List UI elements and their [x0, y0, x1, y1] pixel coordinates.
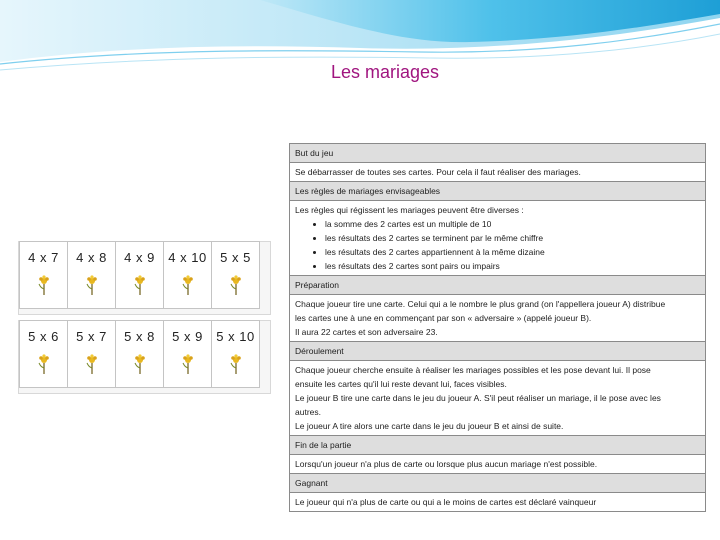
card[interactable]	[20, 242, 68, 309]
section-text: Chaque joueur cherche ensuite à réaliser les mariages possibles et les pose devant lui. Il pose	[295, 365, 651, 375]
list-item: • les résultats des 2 cartes appartiennent à la même dizaine	[325, 245, 700, 259]
section-heading: Gagnant	[290, 474, 706, 493]
card-row-2	[19, 320, 260, 388]
section-heading: Les règles de mariages envisageables	[290, 182, 706, 201]
list-item: • les résultats des 2 cartes se terminent par le même chiffre	[325, 231, 700, 245]
card[interactable]	[212, 321, 260, 388]
card-label: 5 x 9	[172, 329, 203, 344]
card-row-1	[19, 241, 260, 309]
card-label: 5 x 10	[216, 329, 255, 344]
flower-icon	[181, 354, 195, 374]
card-label: 4 x 9	[124, 250, 155, 265]
section-text: autres.	[295, 407, 321, 417]
section-text: les cartes une à une en commençant par son « adversaire » (appelé joueur B).	[295, 313, 592, 323]
flower-icon	[181, 275, 195, 295]
flower-icon	[229, 354, 243, 374]
card-label: 5 x 5	[220, 250, 251, 265]
section-text: Les règles qui régissent les mariages peuvent être diverses :	[295, 205, 524, 215]
section-text: Le joueur qui n'a plus de carte ou qui a le moins de cartes est déclaré vainqueur	[290, 493, 706, 512]
flower-icon	[37, 354, 51, 374]
card-label: 4 x 8	[76, 250, 107, 265]
card[interactable]	[68, 321, 116, 388]
card-label: 5 x 7	[76, 329, 107, 344]
section-text: ensuite les cartes qu'il lui reste devant lui, faces visibles.	[295, 379, 507, 389]
section-body	[290, 361, 706, 436]
section-text: Chaque joueur tire une carte. Celui qui a le nombre le plus grand (on l'appellera joueur A) distribue	[295, 299, 666, 309]
section-text: Lorsqu'un joueur n'a plus de carte ou lorsque plus aucun mariage n'est possible.	[290, 455, 706, 474]
card[interactable]	[116, 321, 164, 388]
flower-icon	[229, 275, 243, 295]
card-label: 4 x 7	[28, 250, 59, 265]
section-text: Le joueur B tire une carte dans le jeu du joueur A. S'il peut réaliser un mariage, il le pose avec les	[295, 393, 661, 403]
rule-list	[295, 217, 700, 273]
rules-table	[289, 143, 706, 512]
flower-icon	[85, 354, 99, 374]
card[interactable]	[164, 242, 212, 309]
flower-icon	[133, 354, 147, 374]
section-heading: Préparation	[290, 276, 706, 295]
section-heading: Fin de la partie	[290, 436, 706, 455]
list-item: • la somme des 2 cartes est un multiple de 10	[325, 217, 700, 231]
card-label: 5 x 8	[124, 329, 155, 344]
slide-title: Les mariages	[330, 62, 440, 82]
flower-icon	[85, 275, 99, 295]
card[interactable]	[164, 321, 212, 388]
list-item: • les résultats des 2 cartes sont pairs ou impairs	[325, 259, 700, 273]
section-body	[290, 295, 706, 342]
section-body	[290, 201, 706, 276]
card[interactable]	[116, 242, 164, 309]
flower-icon	[133, 275, 147, 295]
section-text: Il aura 22 cartes et son adversaire 23.	[295, 327, 438, 337]
card[interactable]	[20, 321, 68, 388]
card-label: 5 x 6	[28, 329, 59, 344]
flower-icon	[37, 275, 51, 295]
card-label: 4 x 10	[168, 250, 207, 265]
section-heading: But du jeu	[290, 144, 706, 163]
section-heading: Déroulement	[290, 342, 706, 361]
card[interactable]	[68, 242, 116, 309]
card[interactable]	[212, 242, 260, 309]
section-text: Se débarrasser de toutes ses cartes. Pour cela il faut réaliser des mariages.	[290, 163, 706, 182]
section-text: Le joueur A tire alors une carte dans le jeu du joueur B et ainsi de suite.	[295, 421, 564, 431]
